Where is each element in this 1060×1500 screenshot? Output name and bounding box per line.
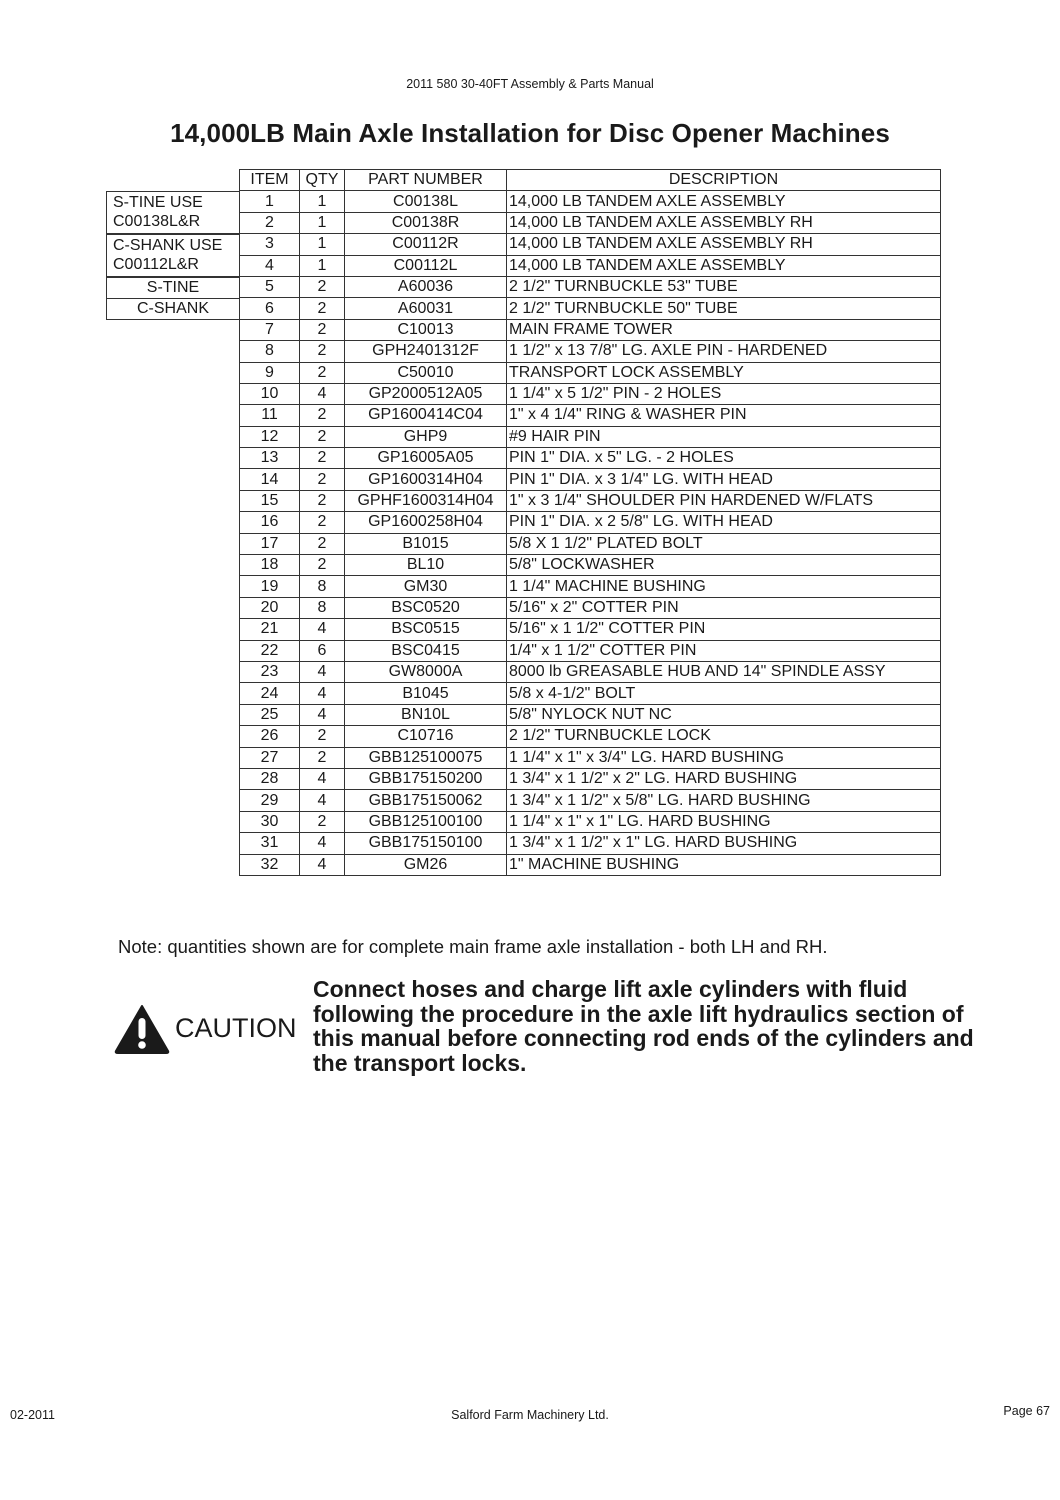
page-title: 14,000LB Main Axle Installation for Disc Opener Machines bbox=[170, 118, 890, 148]
item-cell: 6 bbox=[240, 298, 300, 319]
item-cell: 18 bbox=[240, 555, 300, 576]
description-cell: 5/8" LOCKWASHER bbox=[507, 555, 941, 576]
side-label-line: C-SHANK bbox=[136, 300, 209, 317]
table-row bbox=[240, 383, 941, 404]
table-row bbox=[240, 490, 941, 511]
table-row bbox=[240, 255, 941, 276]
description-cell: 1 3/4" x 1 1/2" x 5/8" LG. HARD BUSHING bbox=[507, 790, 941, 811]
part-number-cell: GM30 bbox=[345, 576, 507, 597]
table-row bbox=[240, 512, 941, 533]
column-header-qty: QTY bbox=[300, 170, 345, 191]
table-row bbox=[240, 619, 941, 640]
table-row bbox=[240, 597, 941, 618]
table-row bbox=[240, 426, 941, 447]
qty-cell: 1 bbox=[300, 255, 345, 276]
description-cell: 1 3/4" x 1 1/2" x 1" LG. HARD BUSHING bbox=[507, 833, 941, 854]
side-label-line: C00112L&R bbox=[113, 256, 199, 273]
description-cell: TRANSPORT LOCK ASSEMBLY bbox=[507, 362, 941, 383]
part-number-cell: A60036 bbox=[345, 276, 507, 297]
item-cell: 20 bbox=[240, 597, 300, 618]
item-cell: 5 bbox=[240, 276, 300, 297]
qty-cell: 2 bbox=[300, 726, 345, 747]
parts-table bbox=[239, 169, 941, 876]
qty-cell: 2 bbox=[300, 448, 345, 469]
qty-cell: 2 bbox=[300, 469, 345, 490]
parts-table-body bbox=[240, 191, 941, 876]
item-cell: 10 bbox=[240, 383, 300, 404]
item-cell: 12 bbox=[240, 426, 300, 447]
description-cell: 8000 lb GREASABLE HUB AND 14" SPINDLE ASSY bbox=[507, 661, 941, 682]
qty-cell: 4 bbox=[300, 833, 345, 854]
part-number-cell: GPH2401312F bbox=[345, 341, 507, 362]
description-cell: 1" x 3 1/4" SHOULDER PIN HARDENED W/FLATS bbox=[507, 490, 941, 511]
description-cell: 2 1/2" TURNBUCKLE 50" TUBE bbox=[507, 298, 941, 319]
description-cell: 1 1/4" x 5 1/2" PIN - 2 HOLES bbox=[507, 383, 941, 404]
item-cell: 9 bbox=[240, 362, 300, 383]
table-row bbox=[240, 683, 941, 704]
column-header-description: DESCRIPTION bbox=[507, 170, 941, 191]
footer-date: 02-2011 bbox=[10, 1408, 55, 1422]
part-number-cell: GP1600314H04 bbox=[345, 469, 507, 490]
column-header-part-number: PART NUMBER bbox=[345, 170, 507, 191]
part-number-cell: C00138R bbox=[345, 212, 507, 233]
description-cell: 14,000 LB TANDEM AXLE ASSEMBLY bbox=[507, 255, 941, 276]
side-label-c-shank-use bbox=[106, 234, 239, 277]
description-cell: MAIN FRAME TOWER bbox=[507, 319, 941, 340]
warning-exclamation-icon bbox=[114, 1004, 170, 1054]
item-cell: 3 bbox=[240, 234, 300, 255]
description-cell: 5/8 x 4-1/2" BOLT bbox=[507, 683, 941, 704]
part-number-cell: C00138L bbox=[345, 191, 507, 212]
table-row bbox=[240, 276, 941, 297]
description-cell: PIN 1" DIA. x 2 5/8" LG. WITH HEAD bbox=[507, 512, 941, 533]
item-cell: 28 bbox=[240, 768, 300, 789]
part-number-cell: A60031 bbox=[345, 298, 507, 319]
caution-text: Connect hoses and charge lift axle cylinders with fluid following the procedure in the axle lift hydraulics section of this manual before connecting rod ends of the cylinders and the transport locks. bbox=[313, 976, 974, 1076]
table-row bbox=[240, 704, 941, 725]
part-number-cell: C10013 bbox=[345, 319, 507, 340]
qty-cell: 4 bbox=[300, 383, 345, 404]
table-row bbox=[240, 191, 941, 212]
item-cell: 23 bbox=[240, 661, 300, 682]
table-row bbox=[240, 661, 941, 682]
qty-cell: 2 bbox=[300, 405, 345, 426]
description-cell: 5/8 X 1 1/2" PLATED BOLT bbox=[507, 533, 941, 554]
side-label-line: C-SHANK USE bbox=[113, 237, 223, 254]
part-number-cell: GBB125100100 bbox=[345, 811, 507, 832]
table-row bbox=[240, 790, 941, 811]
item-cell: 22 bbox=[240, 640, 300, 661]
description-cell: 1 1/4" x 1" x 3/4" LG. HARD BUSHING bbox=[507, 747, 941, 768]
description-cell: 1" MACHINE BUSHING bbox=[507, 854, 941, 875]
part-number-cell: GBB175150200 bbox=[345, 768, 507, 789]
item-cell: 16 bbox=[240, 512, 300, 533]
table-row bbox=[240, 747, 941, 768]
table-row bbox=[240, 576, 941, 597]
footer-page-number: Page 67 bbox=[1003, 1404, 1050, 1418]
part-number-cell: GM26 bbox=[345, 854, 507, 875]
item-cell: 26 bbox=[240, 726, 300, 747]
part-number-cell: B1045 bbox=[345, 683, 507, 704]
item-cell: 27 bbox=[240, 747, 300, 768]
table-row bbox=[240, 533, 941, 554]
table-row bbox=[240, 555, 941, 576]
part-number-cell: BSC0515 bbox=[345, 619, 507, 640]
item-cell: 14 bbox=[240, 469, 300, 490]
qty-cell: 4 bbox=[300, 790, 345, 811]
part-number-cell: C10716 bbox=[345, 726, 507, 747]
table-row bbox=[240, 833, 941, 854]
description-cell: 5/8" NYLOCK NUT NC bbox=[507, 704, 941, 725]
part-number-cell: C00112R bbox=[345, 234, 507, 255]
part-number-cell: B1015 bbox=[345, 533, 507, 554]
description-cell: 2 1/2" TURNBUCKLE LOCK bbox=[507, 726, 941, 747]
qty-cell: 2 bbox=[300, 362, 345, 383]
description-cell: 14,000 LB TANDEM AXLE ASSEMBLY bbox=[507, 191, 941, 212]
description-cell: 1 3/4" x 1 1/2" x 2" LG. HARD BUSHING bbox=[507, 768, 941, 789]
qty-cell: 2 bbox=[300, 512, 345, 533]
qty-cell: 2 bbox=[300, 298, 345, 319]
description-cell: 1" x 4 1/4" RING & WASHER PIN bbox=[507, 405, 941, 426]
item-cell: 1 bbox=[240, 191, 300, 212]
table-row bbox=[240, 362, 941, 383]
item-cell: 4 bbox=[240, 255, 300, 276]
qty-cell: 8 bbox=[300, 576, 345, 597]
table-row bbox=[240, 469, 941, 490]
qty-cell: 2 bbox=[300, 533, 345, 554]
quantity-note: Note: quantities shown are for complete main frame axle installation - both LH and RH. bbox=[118, 936, 828, 957]
part-number-cell: GPHF1600314H04 bbox=[345, 490, 507, 511]
item-cell: 8 bbox=[240, 341, 300, 362]
table-row bbox=[240, 640, 941, 661]
table-row bbox=[240, 854, 941, 875]
side-label-line: S-TINE bbox=[146, 279, 200, 296]
description-cell: PIN 1" DIA. x 5" LG. - 2 HOLES bbox=[507, 448, 941, 469]
side-label-line: S-TINE USE bbox=[113, 194, 203, 211]
table-row bbox=[240, 319, 941, 340]
description-cell: 1 1/4" MACHINE BUSHING bbox=[507, 576, 941, 597]
qty-cell: 1 bbox=[300, 212, 345, 233]
item-cell: 25 bbox=[240, 704, 300, 725]
qty-cell: 2 bbox=[300, 747, 345, 768]
qty-cell: 2 bbox=[300, 490, 345, 511]
description-cell: PIN 1" DIA. x 3 1/4" LG. WITH HEAD bbox=[507, 469, 941, 490]
table-header-row bbox=[240, 170, 941, 191]
caution-label: CAUTION bbox=[175, 1013, 297, 1043]
qty-cell: 1 bbox=[300, 191, 345, 212]
side-label-c-shank bbox=[106, 298, 239, 320]
part-number-cell: BSC0415 bbox=[345, 640, 507, 661]
table-row bbox=[240, 448, 941, 469]
qty-cell: 4 bbox=[300, 704, 345, 725]
column-header-item: ITEM bbox=[240, 170, 300, 191]
part-number-cell: GHP9 bbox=[345, 426, 507, 447]
part-number-cell: GP16005A05 bbox=[345, 448, 507, 469]
table-row bbox=[240, 212, 941, 233]
description-cell: 1 1/2" x 13 7/8" LG. AXLE PIN - HARDENED bbox=[507, 341, 941, 362]
table-row bbox=[240, 234, 941, 255]
qty-cell: 4 bbox=[300, 683, 345, 704]
description-cell: 1/4" x 1 1/2" COTTER PIN bbox=[507, 640, 941, 661]
table-row bbox=[240, 768, 941, 789]
part-number-cell: BN10L bbox=[345, 704, 507, 725]
item-cell: 2 bbox=[240, 212, 300, 233]
qty-cell: 2 bbox=[300, 811, 345, 832]
part-number-cell: GW8000A bbox=[345, 661, 507, 682]
description-cell: 5/16" x 2" COTTER PIN bbox=[507, 597, 941, 618]
part-number-cell: C00112L bbox=[345, 255, 507, 276]
qty-cell: 8 bbox=[300, 597, 345, 618]
qty-cell: 4 bbox=[300, 661, 345, 682]
table-row bbox=[240, 811, 941, 832]
description-cell: 14,000 LB TANDEM AXLE ASSEMBLY RH bbox=[507, 234, 941, 255]
part-number-cell: BL10 bbox=[345, 555, 507, 576]
item-cell: 24 bbox=[240, 683, 300, 704]
description-cell: 1 1/4" x 1" x 1" LG. HARD BUSHING bbox=[507, 811, 941, 832]
item-cell: 11 bbox=[240, 405, 300, 426]
description-cell: 14,000 LB TANDEM AXLE ASSEMBLY RH bbox=[507, 212, 941, 233]
table-row bbox=[240, 341, 941, 362]
manual-header: 2011 580 30-40FT Assembly & Parts Manual bbox=[406, 77, 654, 91]
item-cell: 32 bbox=[240, 854, 300, 875]
part-number-cell: GBB125100075 bbox=[345, 747, 507, 768]
description-cell: #9 HAIR PIN bbox=[507, 426, 941, 447]
part-number-cell: GP1600414C04 bbox=[345, 405, 507, 426]
qty-cell: 4 bbox=[300, 854, 345, 875]
qty-cell: 2 bbox=[300, 341, 345, 362]
qty-cell: 6 bbox=[300, 640, 345, 661]
item-cell: 13 bbox=[240, 448, 300, 469]
qty-cell: 2 bbox=[300, 319, 345, 340]
part-number-cell: GBB175150100 bbox=[345, 833, 507, 854]
description-cell: 5/16" x 1 1/2" COTTER PIN bbox=[507, 619, 941, 640]
qty-cell: 2 bbox=[300, 276, 345, 297]
side-label-s-tine bbox=[106, 277, 239, 299]
item-cell: 19 bbox=[240, 576, 300, 597]
table-row bbox=[240, 726, 941, 747]
item-cell: 15 bbox=[240, 490, 300, 511]
item-cell: 7 bbox=[240, 319, 300, 340]
part-number-cell: GBB175150062 bbox=[345, 790, 507, 811]
side-label-line: C00138L&R bbox=[113, 213, 201, 230]
item-cell: 21 bbox=[240, 619, 300, 640]
item-cell: 31 bbox=[240, 833, 300, 854]
qty-cell: 1 bbox=[300, 234, 345, 255]
qty-cell: 4 bbox=[300, 768, 345, 789]
item-cell: 29 bbox=[240, 790, 300, 811]
part-number-cell: C50010 bbox=[345, 362, 507, 383]
footer-company: Salford Farm Machinery Ltd. bbox=[451, 1408, 609, 1422]
part-number-cell: GP2000512A05 bbox=[345, 383, 507, 404]
table-row bbox=[240, 298, 941, 319]
qty-cell: 4 bbox=[300, 619, 345, 640]
part-number-cell: GP1600258H04 bbox=[345, 512, 507, 533]
description-cell: 2 1/2" TURNBUCKLE 53" TUBE bbox=[507, 276, 941, 297]
item-cell: 17 bbox=[240, 533, 300, 554]
side-label-s-tine-use bbox=[106, 191, 239, 234]
item-cell: 30 bbox=[240, 811, 300, 832]
qty-cell: 2 bbox=[300, 426, 345, 447]
part-number-cell: BSC0520 bbox=[345, 597, 507, 618]
table-row bbox=[240, 405, 941, 426]
qty-cell: 2 bbox=[300, 555, 345, 576]
